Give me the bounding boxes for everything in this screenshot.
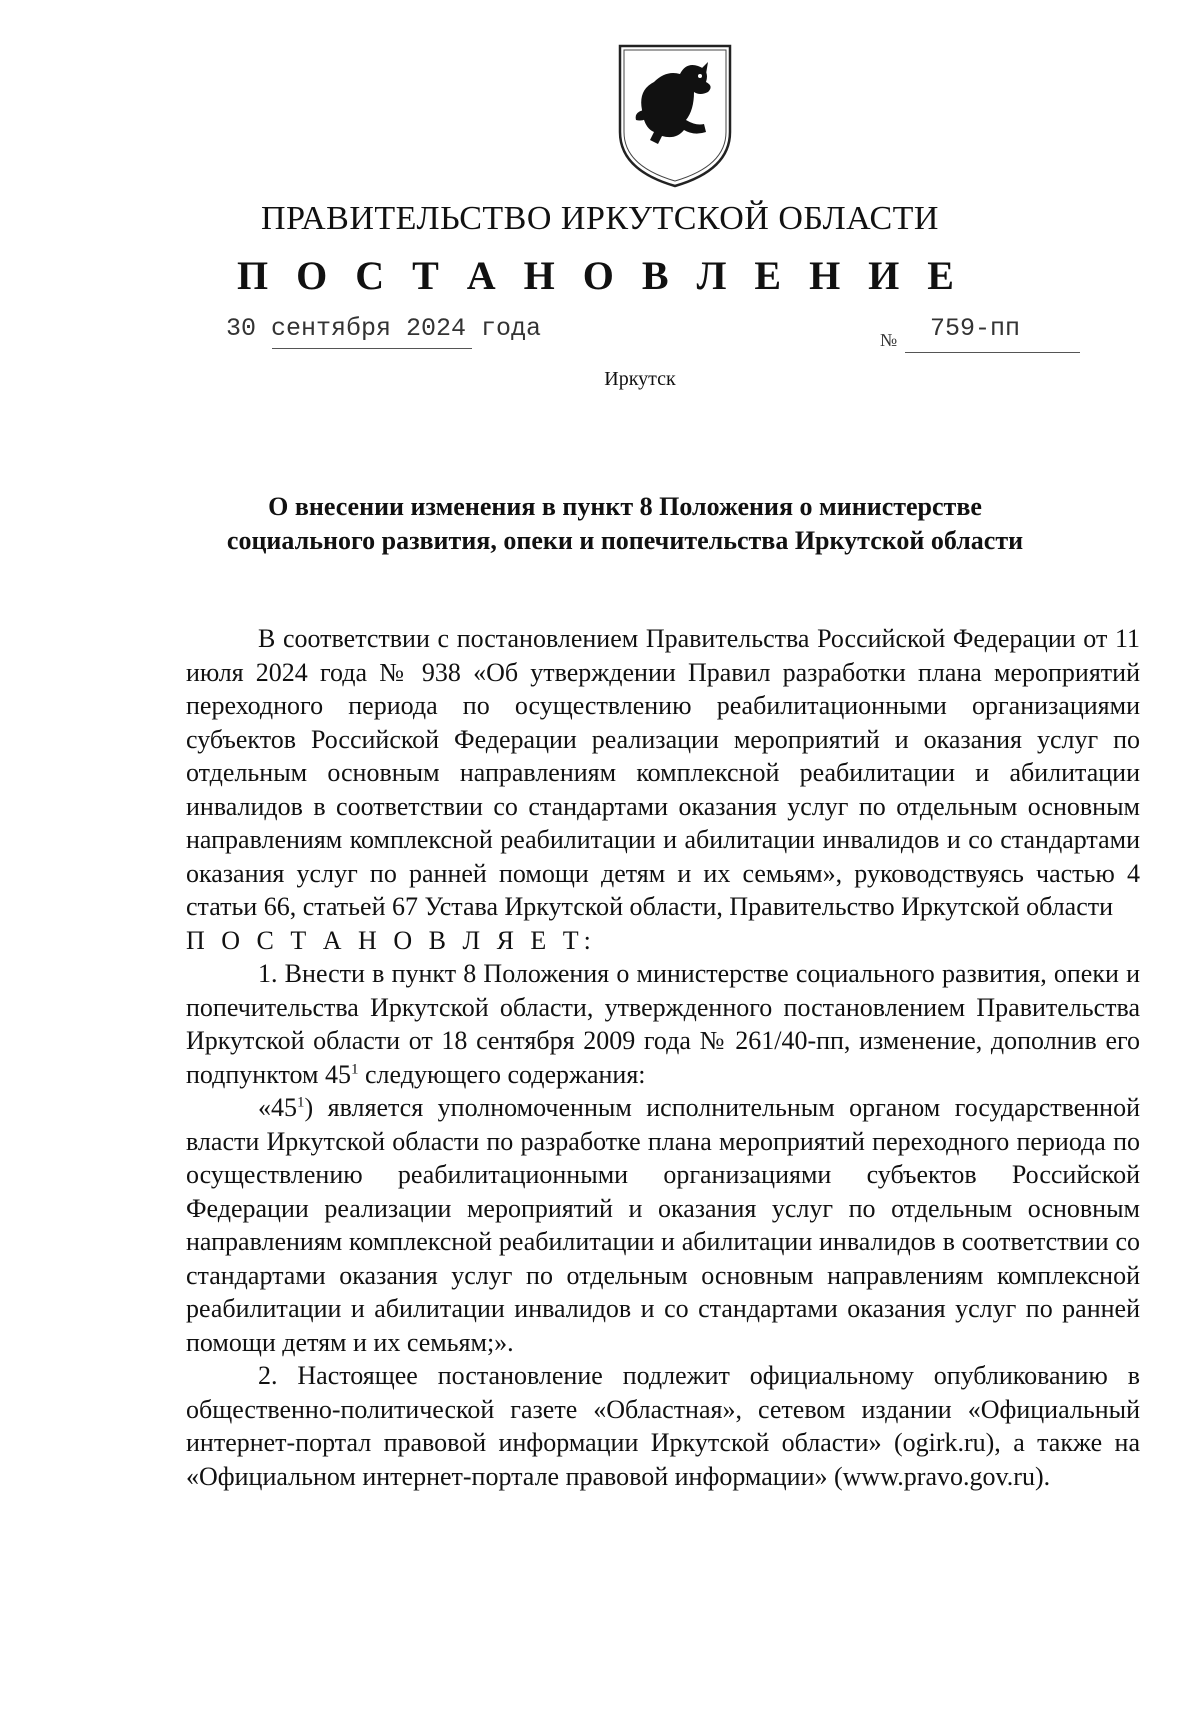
item-1-superscript: 1 bbox=[351, 1060, 359, 1077]
government-name: ПРАВИТЕЛЬСТВО ИРКУТСКОЙ ОБЛАСТИ bbox=[261, 200, 939, 237]
item-2-paragraph: 2. Настоящее постановление подлежит официальному опубликованию в общественно-политической газете «Областная», сетевом издании «Официальный интернет-портал правовой информации Иркутской области» (ogirk.ru), а также на «Официальном интернет-портале правовой информации» (www.pravo.gov.ru). bbox=[186, 1361, 1140, 1491]
item-1-paragraph bbox=[186, 957, 1140, 1091]
document-body bbox=[186, 622, 1140, 1493]
item-1-text: 1. Внести в пункт 8 Положения о министерстве социального развития, опеки и попечительства Иркутской области, утвержденного постановлением Правительства Иркутской области от 18 сентября 2009 года № 261/40-пп, изменение, дополнив его подпунктом 45 bbox=[186, 959, 1140, 1089]
title-line-2: социального развития, опеки и попечительства Иркутской области bbox=[226, 526, 1024, 555]
title-line-1: О внесении изменения в пункт 8 Положения о министерстве bbox=[268, 492, 982, 521]
number-label: № bbox=[880, 330, 898, 350]
quote-superscript: 1 bbox=[297, 1094, 305, 1111]
quote-paragraph bbox=[186, 1091, 1140, 1359]
number-underline bbox=[905, 352, 1080, 353]
document-type: П О С Т А Н О В Л Е Н И Е bbox=[237, 253, 963, 298]
document-number: 759-пп bbox=[930, 314, 1021, 343]
preamble-paragraph: В соответствии с постановлением Правительства Российской Федерации от 11 июля 2024 года № 938 «Об утверждении Правил разработки плана мероприятий переходного периода по осуществлению реабилитационными организациями субъектов Российской Федерации реализации мероприятий и оказания услуг по отдельным основным направлениям комплексной реабилитации и абилитации инвалидов в соответствии со стандартами оказания услуг по отдельным основным направлениям комплексной реабилитации и абилитации инвалидов и со стандартами оказания услуг по ранней помощи детям и их семьям», руководствуясь частью 4 статьи 66, статьей 67 Устава Иркутской области, Правительство Иркутской области bbox=[186, 624, 1140, 921]
document-title bbox=[160, 490, 1090, 558]
coat-of-arms-icon bbox=[614, 40, 736, 190]
quote-start: «45 bbox=[258, 1093, 297, 1122]
item-1-tail: следующего содержания: bbox=[358, 1059, 646, 1089]
resolves-heading: П О С Т А Н О В Л Я Е Т: bbox=[186, 925, 596, 955]
quote-text: ) является уполномоченным исполнительным органом государственной власти Иркутской области по разработке плана мероприятий переходного периода по осуществлению реабилитационными организациями субъектов Российской Федерации реализации мероприятий и оказания услуг по отдельным основным направлениям комплексной реабилитации и абилитации инвалидов в соответствии со стандартами оказания услуг по отдельным основным направлениям комплексной реабилитации и абилитации инвалидов и со стандартами оказания услуг по ранней помощи детям и их семьям;». bbox=[186, 1093, 1140, 1357]
date-underline bbox=[272, 348, 472, 349]
city-name: Иркутск bbox=[604, 368, 676, 390]
document-date: 30 сентября 2024 года bbox=[226, 314, 542, 343]
